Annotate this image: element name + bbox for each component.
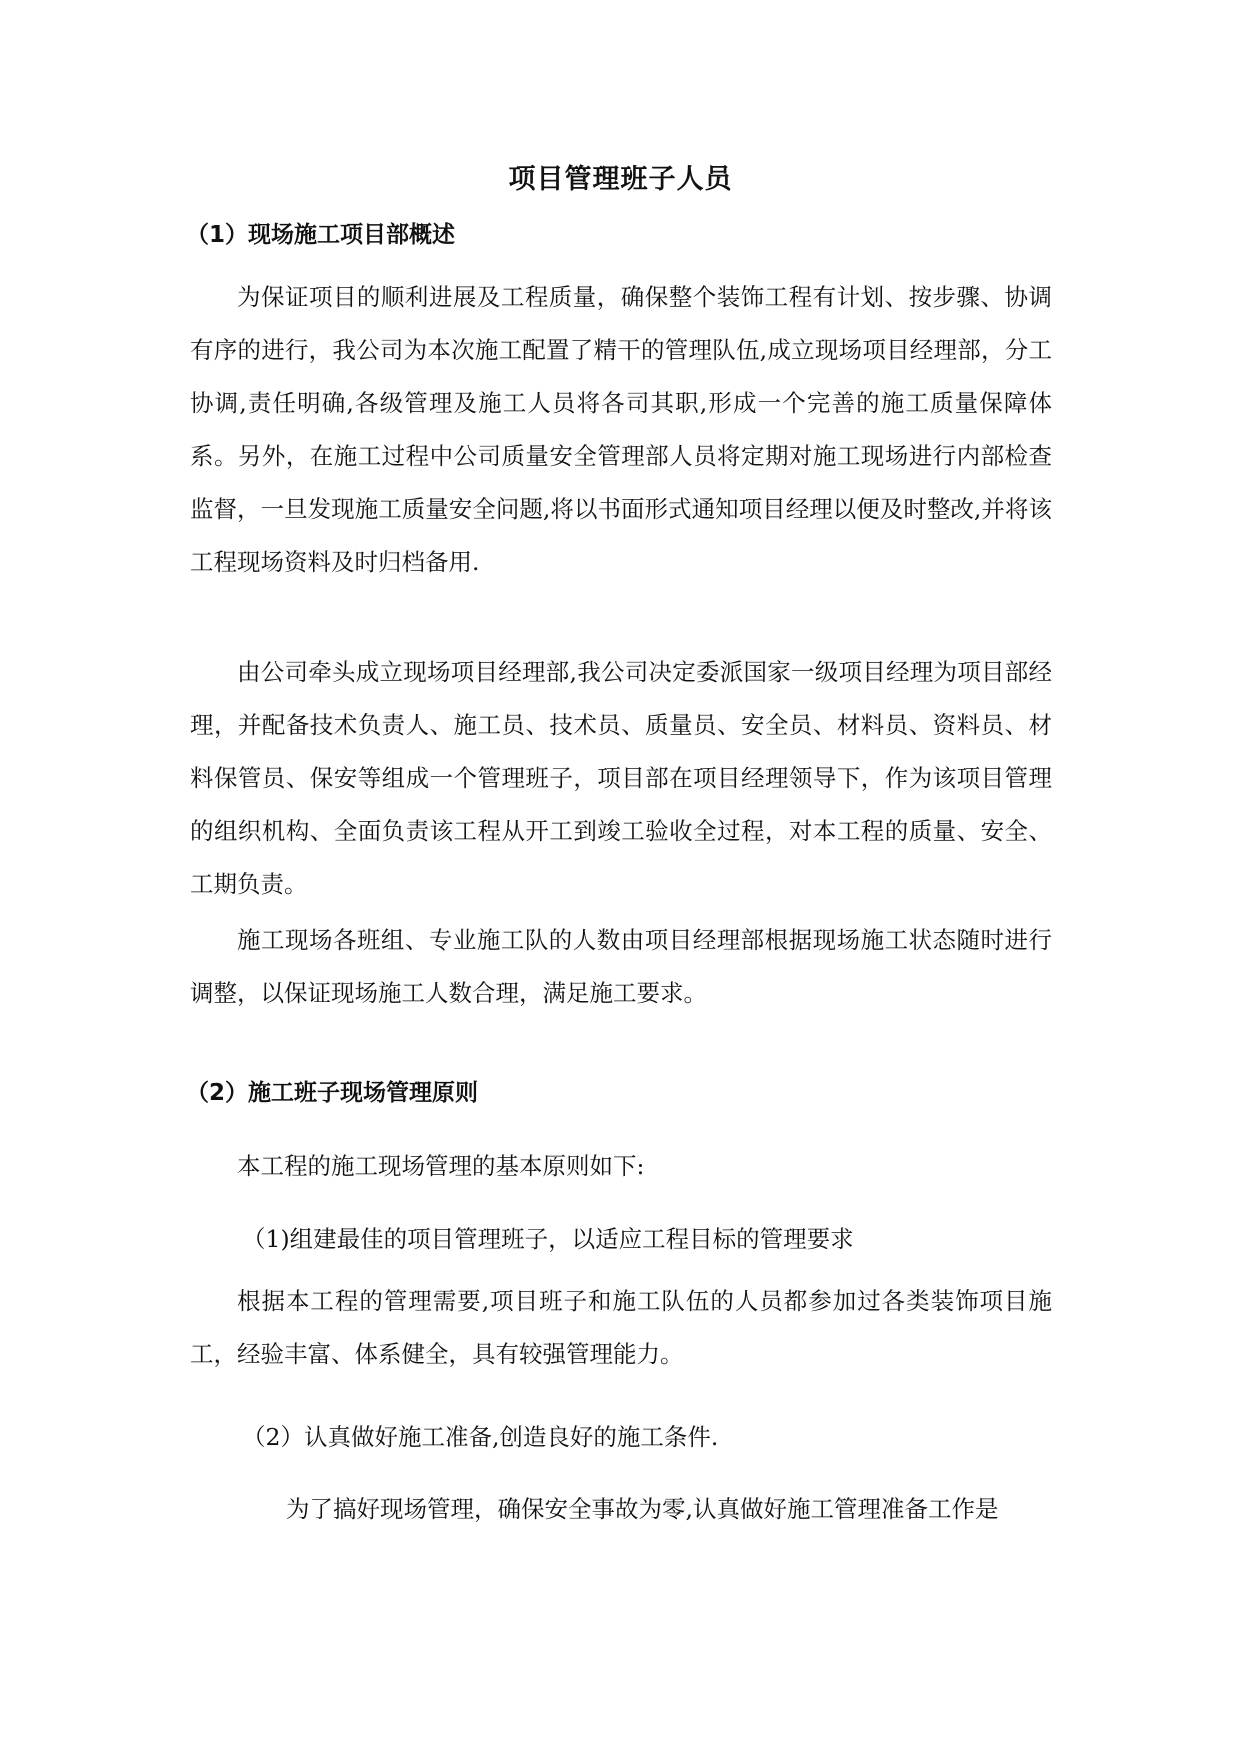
list-item-principle-2: （2）认真做好施工准备,创造良好的施工条件. [242,1423,719,1451]
section-heading-1: （1）现场施工项目部概述 [186,222,456,248]
paragraph-principles-intro: 本工程的施工现场管理的基本原则如下: [237,1152,645,1180]
paragraph-team-experience: 根据本工程的管理需要,项目班子和施工队伍的人员都参加过各类装饰项目施工，经验丰富、体系健全，具有较强管理能力。 [190,1287,1052,1368]
paragraph-preparation: 为了搞好现场管理，确保安全事故为零,认真做好施工管理准备工作是 [286,1495,999,1523]
paragraph-team-adjustment: 施工现场各班组、专业施工队的人数由项目经理部根据现场施工状态随时进行调整，以保证现场施工人数合理，满足施工要求。 [190,926,1052,1007]
section-heading-2: （2）施工班子现场管理原则 [186,1080,479,1106]
paragraph-overview: 为保证项目的顺利进展及工程质量，确保整个装饰工程有计划、按步骤、协调有序的进行，我公司为本次施工配置了精干的管理队伍,成立现场项目经理部，分工协调,责任明确,各级管理及施工人员将各司其职,形成一个完善的施工质量保障体系。另外，在施工过程中公司质量安全管理部人员将定期对施工现场进行内部检查监督，一旦发现施工质量安全问题,将以书面形式通知项目经理以便及时整改,并将该工程现场资料及时归档备用. [190,283,1052,576]
paragraph-project-department: 由公司牵头成立现场项目经理部,我公司决定委派国家一级项目经理为项目部经理，并配备技术负责人、施工员、技术员、质量员、安全员、材料员、资料员、材料保管员、保安等组成一个管理班子，项目部在项目经理领导下，作为该项目管理的组织机构、全面负责该工程从开工到竣工验收全过程，对本工程的质量、安全、工期负责。 [190,658,1052,898]
list-item-principle-1: （1)组建最佳的项目管理班子，以适应工程目标的管理要求 [242,1225,854,1253]
document-title: 项目管理班子人员 [508,164,733,195]
